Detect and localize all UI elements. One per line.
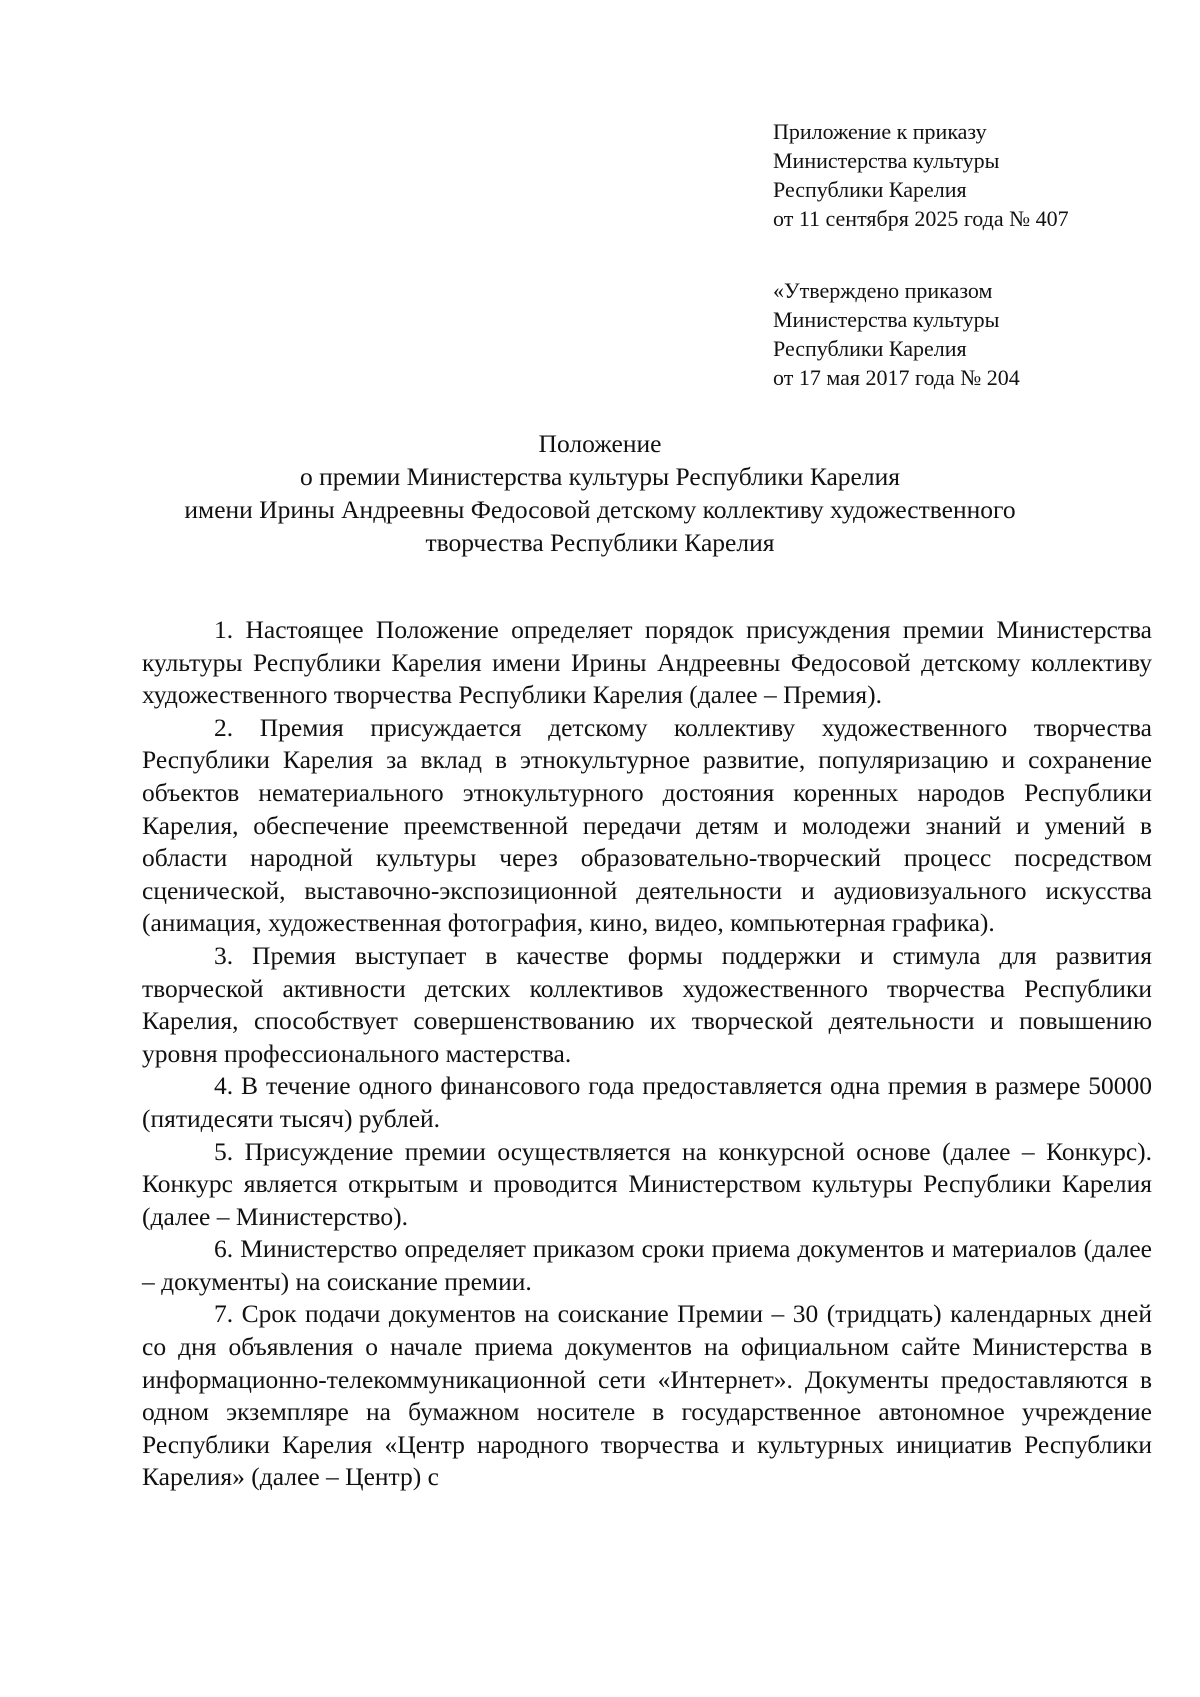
title-line: творчества Республики Карелия [425, 528, 775, 557]
title-line: имени Ирины Андреевны Федосовой детскому коллективу художественного [184, 495, 1016, 524]
paragraph-1: 1. Настоящее Положение определяет порядок присуждения премии Министерства культуры Республики Карелия имени Ирины Андреевны Федосовой детскому коллективу художественного творчества Республики Карелия (далее – Премия). [142, 615, 1152, 710]
appendix-line: от 11 сентября 2025 года № 407 [773, 206, 1069, 231]
paragraph-6: 6. Министерство определяет приказом сроки приема документов и материалов (далее – документы) на соискание премии. [142, 1234, 1152, 1296]
appendix-header [773, 117, 1153, 233]
approved-header [773, 276, 1153, 392]
paragraph-2: 2. Премия присуждается детскому коллективу художественного творчества Республики Карелия за вклад в этнокультурное развитие, популяризацию и сохранение объектов нематериального этнокультурного достояния коренных народов Республики Карелия, обеспечение преемственной передачи детям и молодежи знаний и умений в области народной культуры через образовательно-творческий процесс посредством сценической, выставочно-экспозиционной деятельности и аудиовизуального искусства (анимация, художественная фотография, кино, видео, компьютерная графика). [142, 712, 1152, 938]
document-body [142, 614, 1152, 1494]
paragraph-5: 5. Присуждение премии осуществляется на конкурсной основе (далее – Конкурс). Конкурс является открытым и проводится Министерством культуры Республики Карелия (далее – Министерство). [142, 1136, 1152, 1231]
approved-line: от 17 мая 2017 года № 204 [773, 365, 1020, 390]
appendix-line: Приложение к приказу [773, 119, 987, 144]
appendix-line: Министерства культуры [773, 148, 1000, 173]
appendix-line: Республики Карелия [773, 177, 967, 202]
paragraph-7: 7. Срок подачи документов на соискание Премии – 30 (тридцать) календарных дней со дня объявления о начале приема документов на официальном сайте Министерства в информационно-телекоммуникационной сети «Интернет». Документы предоставляются в одном экземпляре на бумажном носителе в государственное автономное учреждение Республики Карелия «Центр народного творчества и культурных инициатив Республики Карелия» (далее – Центр) с [142, 1299, 1152, 1492]
title-line: Положение [538, 429, 662, 458]
approved-line: Республики Карелия [773, 336, 967, 361]
paragraph-4: 4. В течение одного финансового года предоставляется одна премия в размере 50000 (пятидесяти тысяч) рублей. [142, 1071, 1152, 1133]
paragraph-3: 3. Премия выступает в качестве формы поддержки и стимула для развития творческой активности детских коллективов художественного творчества Республики Карелия, способствует совершенствованию их творческой деятельности и повышению уровня профессионального мастерства. [142, 940, 1152, 1068]
title-line: о премии Министерства культуры Республики Карелия [300, 462, 900, 491]
approved-line: Министерства культуры [773, 307, 1000, 332]
approved-line: «Утверждено приказом [773, 278, 993, 303]
document-title [142, 427, 1058, 559]
